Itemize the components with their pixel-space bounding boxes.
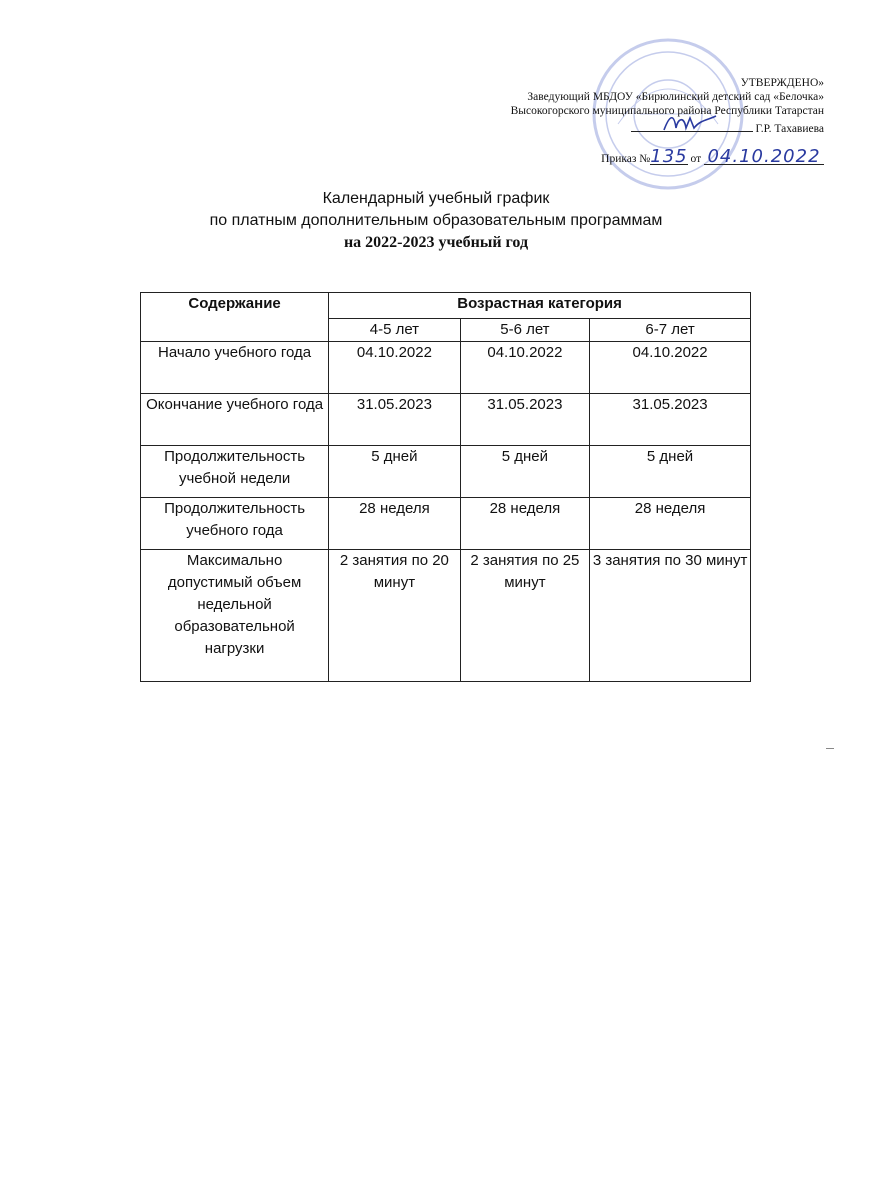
order-number: 135	[650, 146, 688, 167]
table-header-row	[141, 293, 751, 319]
table-row	[141, 394, 751, 446]
row-value: 5 дней	[460, 446, 589, 498]
header-content: Содержание	[141, 293, 329, 342]
row-label: Продолжительность учебного года	[141, 498, 329, 550]
signer-name: Г.Р. Тахавиева	[755, 123, 824, 135]
age-group-2: 5-6 лет	[460, 319, 589, 342]
table-row	[141, 342, 751, 394]
row-value: 31.05.2023	[590, 394, 751, 446]
signature-row	[344, 120, 824, 136]
row-label: Окончание учебного года	[141, 394, 329, 446]
row-value: 31.05.2023	[460, 394, 589, 446]
age-group-3: 6-7 лет	[590, 319, 751, 342]
row-value: 04.10.2022	[329, 342, 461, 394]
approval-block	[344, 76, 824, 166]
row-value: 28 неделя	[590, 498, 751, 550]
approval-heading: УТВЕРЖДЕНО»	[740, 77, 824, 89]
table-row	[141, 550, 751, 682]
title-line-1: Календарный учебный график	[322, 190, 550, 207]
title-line-2: по платным дополнительным образовательным программам	[209, 212, 663, 229]
order-date: 04.10.2022	[704, 150, 824, 165]
signature-line	[631, 120, 753, 132]
title-line-3: на 2022-2023 учебный год	[343, 234, 529, 251]
row-label: Максимально допустимый объем недельной образовательной нагрузки	[141, 550, 329, 682]
header-age-category: Возрастная категория	[329, 293, 751, 319]
table-row	[141, 446, 751, 498]
row-value: 5 дней	[590, 446, 751, 498]
scan-mark	[826, 748, 834, 749]
approval-district: Высокогорского муниципального района Республики Татарстан	[510, 105, 824, 117]
schedule-table	[140, 292, 751, 682]
row-value: 2 занятия по 25 минут	[460, 550, 589, 682]
row-value: 3 занятия по 30 минут	[590, 550, 751, 682]
order-row	[344, 146, 824, 167]
row-value: 28 неделя	[460, 498, 589, 550]
order-label: Приказ №	[601, 153, 651, 165]
row-value: 2 занятия по 20 минут	[329, 550, 461, 682]
row-label: Начало учебного года	[141, 342, 329, 394]
order-from: от	[690, 153, 702, 165]
row-value: 5 дней	[329, 446, 461, 498]
row-value: 04.10.2022	[590, 342, 751, 394]
row-value: 31.05.2023	[329, 394, 461, 446]
row-value: 04.10.2022	[460, 342, 589, 394]
approval-position: Заведующий МБДОУ «Бирюлинский детский сад «Белочка»	[527, 91, 824, 103]
table-row	[141, 498, 751, 550]
row-label: Продолжительность учебной недели	[141, 446, 329, 498]
document-title	[0, 188, 872, 254]
row-value: 28 неделя	[329, 498, 461, 550]
age-group-1: 4-5 лет	[329, 319, 461, 342]
